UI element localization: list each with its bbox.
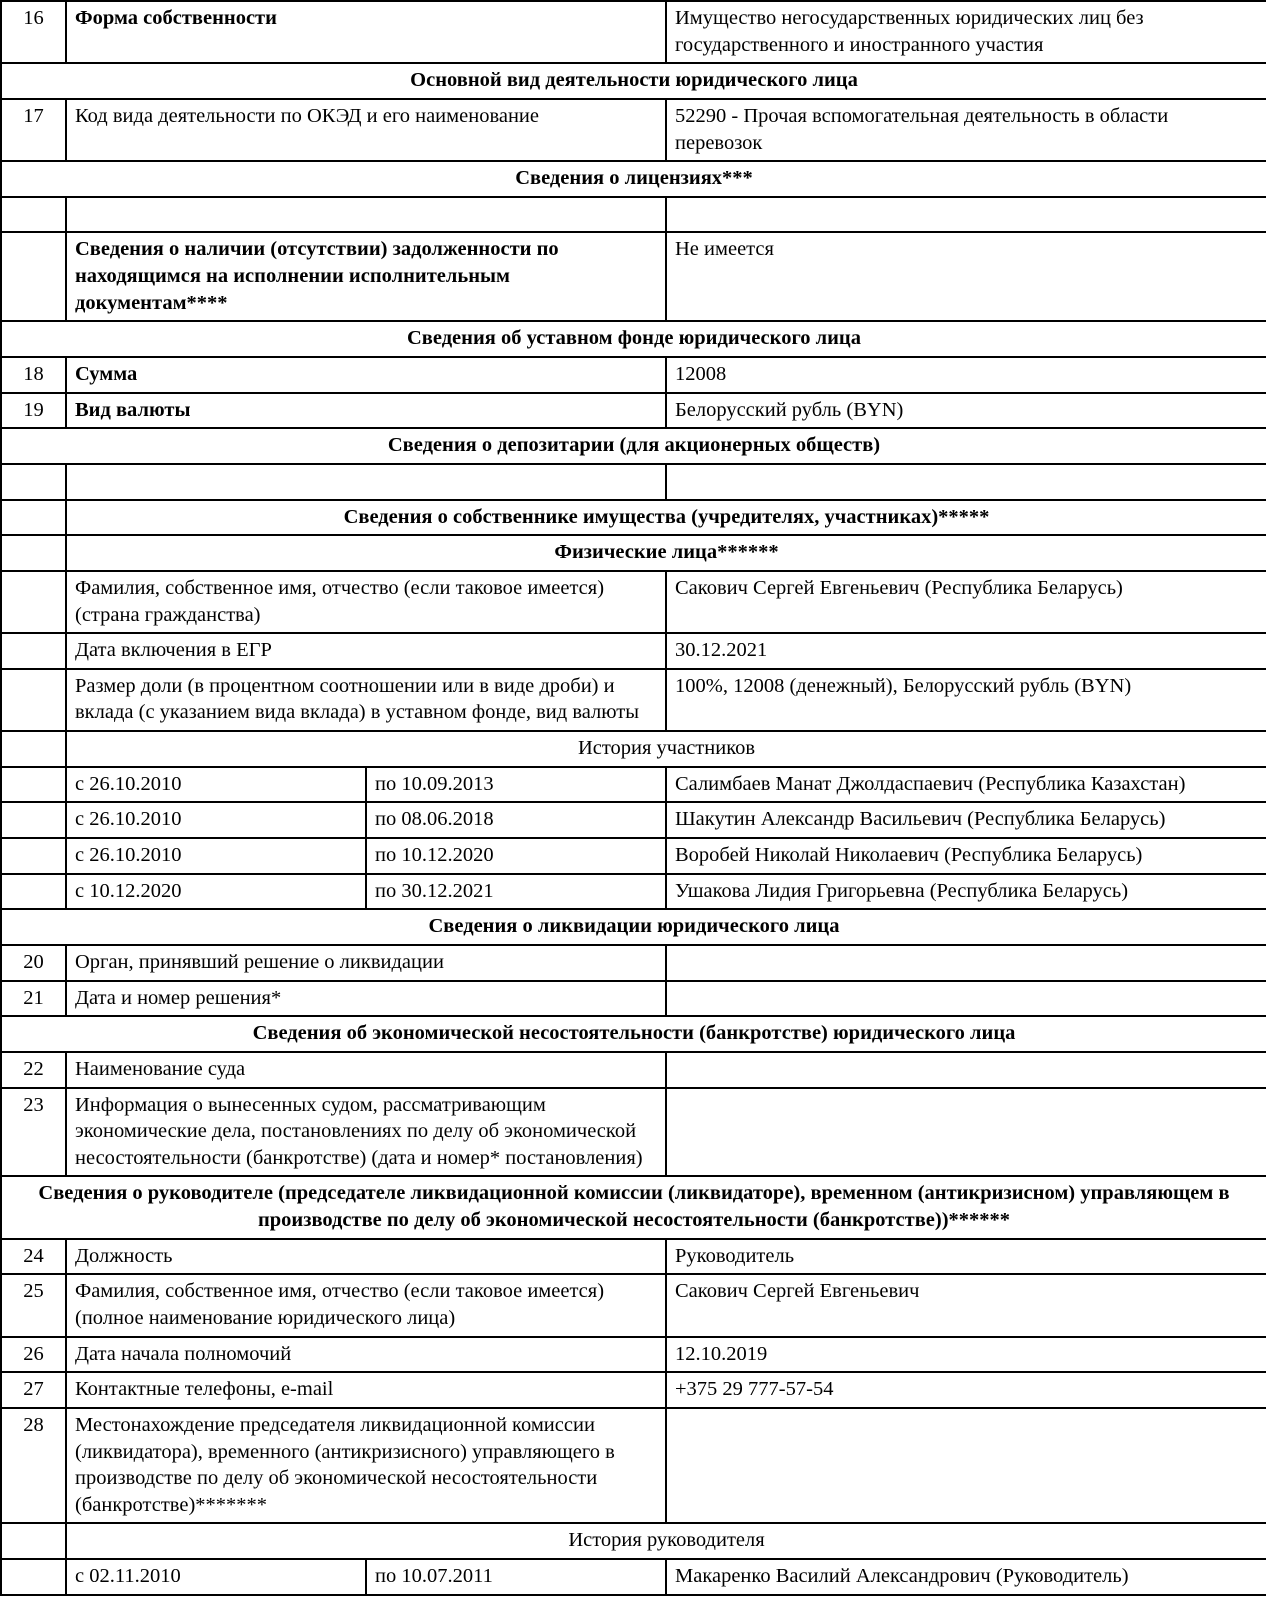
field-label: [66, 197, 666, 233]
section-header-row: [1, 321, 1266, 357]
row-number: 18: [1, 357, 66, 393]
section-header-row: [1, 731, 1266, 767]
row-number: [1, 500, 66, 536]
row-number: [1, 464, 66, 500]
row-number: 27: [1, 1372, 66, 1408]
history-row: [1, 874, 1266, 910]
history-date-from: с 02.11.2010: [66, 1559, 366, 1595]
data-row: [1, 197, 1266, 233]
section-header-row: [1, 1016, 1266, 1052]
data-row: [1, 393, 1266, 429]
data-row: [1, 1408, 1266, 1524]
row-number: [1, 1559, 66, 1595]
row-number: 24: [1, 1239, 66, 1275]
field-label: Фамилия, собственное имя, отчество (если таковое имеется) (страна гражданства): [66, 571, 666, 633]
field-label: Информация о вынесенных судом, рассматривающим экономические дела, постановлениях по делу об экономической несостоятельности (банкротстве) (дата и номер* постановления): [66, 1088, 666, 1177]
section-title: Сведения о депозитарии (для акционерных обществ): [1, 428, 1266, 464]
row-number: [1, 571, 66, 633]
history-person: Макаренко Василий Александрович (Руководитель): [666, 1559, 1266, 1595]
data-row: [1, 981, 1266, 1017]
field-value: Белорусский рубль (BYN): [666, 393, 1266, 429]
field-value: [666, 981, 1266, 1017]
data-row: [1, 1337, 1266, 1373]
field-label: Код вида деятельности по ОКЭД и его наименование: [66, 99, 666, 161]
data-row: [1, 1274, 1266, 1336]
data-row: [1, 1239, 1266, 1275]
field-label: Дата начала полномочий: [66, 1337, 666, 1373]
data-row: [1, 669, 1266, 731]
field-value: [666, 1052, 1266, 1088]
history-date-to: по 10.07.2011: [366, 1559, 666, 1595]
history-date-to: по 10.09.2013: [366, 767, 666, 803]
field-value: Руководитель: [666, 1239, 1266, 1275]
section-header-row: [1, 909, 1266, 945]
data-row: [1, 1, 1266, 63]
field-label: Местонахождение председателя ликвидационной комиссии (ликвидатора), временного (антикризисного) управляющего в производстве по делу об экономической несостоятельности (банкротстве)*******: [66, 1408, 666, 1524]
section-header-row: [1, 500, 1266, 536]
row-number: [1, 1523, 66, 1559]
field-value: Не имеется: [666, 232, 1266, 321]
row-number: 26: [1, 1337, 66, 1373]
history-date-to: по 08.06.2018: [366, 802, 666, 838]
field-label: Наименование суда: [66, 1052, 666, 1088]
field-value: Сакович Сергей Евгеньевич (Республика Беларусь): [666, 571, 1266, 633]
row-number: 25: [1, 1274, 66, 1336]
history-date-to: по 30.12.2021: [366, 874, 666, 910]
section-title: Сведения об уставном фонде юридического лица: [1, 321, 1266, 357]
history-person: Воробей Николай Николаевич (Республика Беларусь): [666, 838, 1266, 874]
section-title: Сведения о лицензиях***: [1, 161, 1266, 197]
field-label: Должность: [66, 1239, 666, 1275]
field-value: 12.10.2019: [666, 1337, 1266, 1373]
history-person: Шакутин Александр Васильевич (Республика Беларусь): [666, 802, 1266, 838]
history-date-from: с 26.10.2010: [66, 838, 366, 874]
field-value: [666, 1408, 1266, 1524]
field-value: [666, 197, 1266, 233]
data-row: [1, 357, 1266, 393]
field-value: 12008: [666, 357, 1266, 393]
field-label: [66, 464, 666, 500]
row-number: [1, 731, 66, 767]
field-value: [666, 945, 1266, 981]
row-number: 21: [1, 981, 66, 1017]
row-number: [1, 767, 66, 803]
field-label: Вид валюты: [66, 393, 666, 429]
field-label: Фамилия, собственное имя, отчество (если таковое имеется) (полное наименование юридического лица): [66, 1274, 666, 1336]
row-number: [1, 802, 66, 838]
row-number: 22: [1, 1052, 66, 1088]
section-header-row: [1, 1523, 1266, 1559]
row-number: [1, 197, 66, 233]
field-label: Дата и номер решения*: [66, 981, 666, 1017]
section-title: Сведения о руководителе (председателе ликвидационной комиссии (ликвидаторе), временном (антикризисном) управляющем в производстве по делу об экономической несостоятельности (банкротстве))******: [1, 1176, 1266, 1238]
data-row: [1, 633, 1266, 669]
history-date-from: с 26.10.2010: [66, 767, 366, 803]
section-header-row: [1, 161, 1266, 197]
field-value: +375 29 777-57-54: [666, 1372, 1266, 1408]
data-row: [1, 232, 1266, 321]
field-value: 30.12.2021: [666, 633, 1266, 669]
history-row: [1, 802, 1266, 838]
row-number: 20: [1, 945, 66, 981]
history-row: [1, 838, 1266, 874]
data-row: [1, 464, 1266, 500]
field-label: Дата включения в ЕГР: [66, 633, 666, 669]
field-value: Сакович Сергей Евгеньевич: [666, 1274, 1266, 1336]
registry-table-body: [1, 1, 1266, 1595]
section-title: История руководителя: [66, 1523, 1266, 1559]
section-title: Сведения об экономической несостоятельности (банкротстве) юридического лица: [1, 1016, 1266, 1052]
section-header-row: [1, 428, 1266, 464]
row-number: 28: [1, 1408, 66, 1524]
row-number: [1, 838, 66, 874]
data-row: [1, 1088, 1266, 1177]
section-title: Физические лица******: [66, 535, 1266, 571]
field-value: 52290 - Прочая вспомогательная деятельность в области перевозок: [666, 99, 1266, 161]
history-row: [1, 1559, 1266, 1595]
row-number: 23: [1, 1088, 66, 1177]
history-person: Ушакова Лидия Григорьевна (Республика Беларусь): [666, 874, 1266, 910]
data-row: [1, 1372, 1266, 1408]
field-label: Размер доли (в процентном соотношении или в виде дроби) и вклада (с указанием вида вклада) в уставном фонде, вид валюты: [66, 669, 666, 731]
field-label: Сумма: [66, 357, 666, 393]
history-date-from: с 26.10.2010: [66, 802, 366, 838]
row-number: 17: [1, 99, 66, 161]
history-date-to: по 10.12.2020: [366, 838, 666, 874]
field-value: [666, 464, 1266, 500]
section-title: Сведения о ликвидации юридического лица: [1, 909, 1266, 945]
history-row: [1, 767, 1266, 803]
row-number: [1, 232, 66, 321]
section-title: Сведения о собственнике имущества (учредителях, участниках)*****: [66, 500, 1266, 536]
row-number: [1, 633, 66, 669]
section-header-row: [1, 1176, 1266, 1238]
field-value: 100%, 12008 (денежный), Белорусский рубль (BYN): [666, 669, 1266, 731]
row-number: [1, 874, 66, 910]
row-number: 19: [1, 393, 66, 429]
section-header-row: [1, 535, 1266, 571]
field-value: [666, 1088, 1266, 1177]
data-row: [1, 1052, 1266, 1088]
field-label: Орган, принявший решение о ликвидации: [66, 945, 666, 981]
row-number: [1, 535, 66, 571]
history-person: Салимбаев Манат Джолдаспаевич (Республика Казахстан): [666, 767, 1266, 803]
section-title: Основной вид деятельности юридического лица: [1, 63, 1266, 99]
row-number: 16: [1, 1, 66, 63]
history-date-from: с 10.12.2020: [66, 874, 366, 910]
data-row: [1, 99, 1266, 161]
data-row: [1, 571, 1266, 633]
data-row: [1, 945, 1266, 981]
field-label: Контактные телефоны, e-mail: [66, 1372, 666, 1408]
row-number: [1, 669, 66, 731]
section-header-row: [1, 63, 1266, 99]
field-label: Форма собственности: [66, 1, 666, 63]
section-title: История участников: [66, 731, 1266, 767]
field-value: Имущество негосударственных юридических лиц без государственного и иностранного участия: [666, 1, 1266, 63]
field-label: Сведения о наличии (отсутствии) задолженности по находящимся на исполнении исполнительным документам****: [66, 232, 666, 321]
